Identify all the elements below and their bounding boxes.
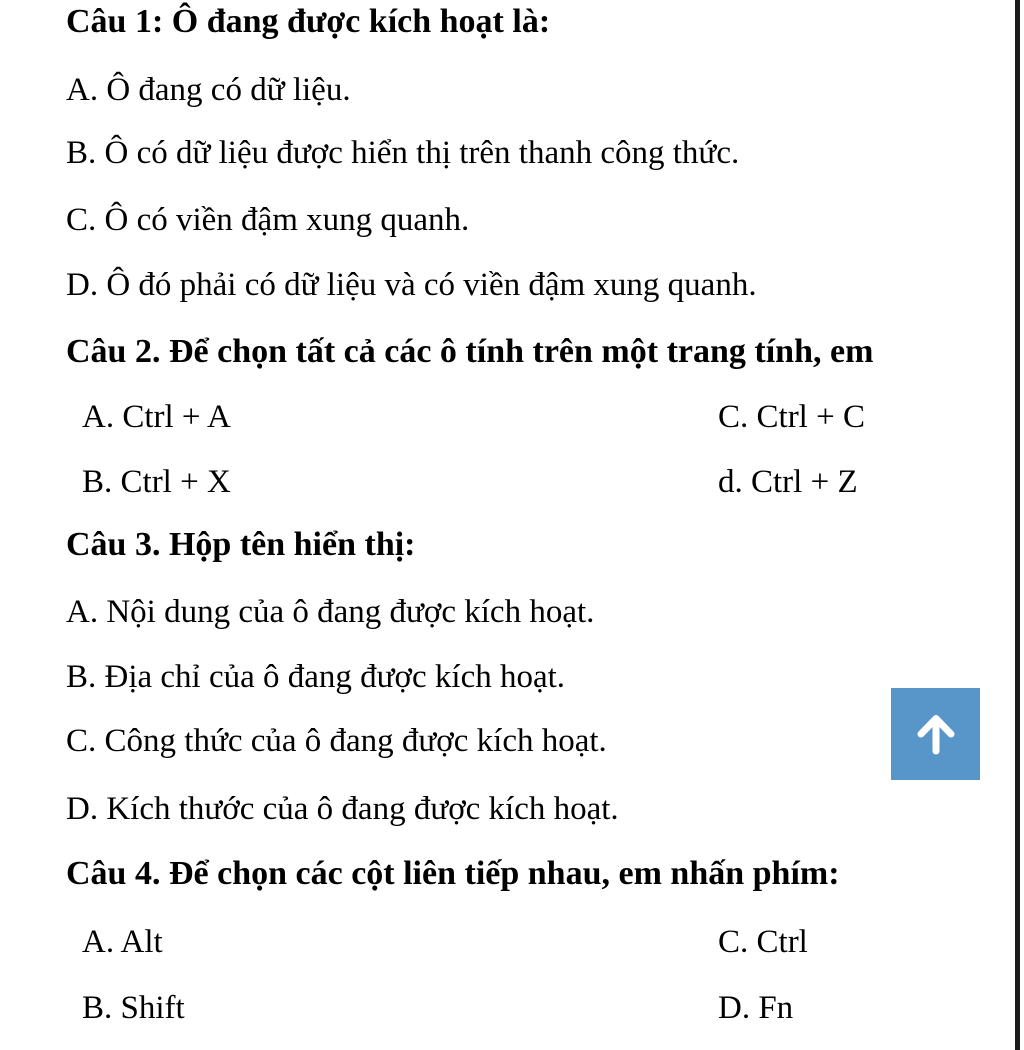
q3-option-a: A. Nội dung của ô đang được kích hoạt.	[66, 594, 595, 630]
q3-option-d: D. Kích thước của ô đang được kích hoạt.	[66, 791, 619, 827]
up-arrow-icon	[906, 703, 966, 765]
q1-option-d: D. Ô đó phải có dữ liệu và có viền đậm xung quanh.	[66, 267, 757, 303]
q4-option-d: D. Fn	[718, 990, 794, 1026]
page-edge-line	[1015, 0, 1020, 1050]
q1-option-b: B. Ô có dữ liệu được hiển thị trên thanh công thức.	[66, 135, 740, 171]
scroll-to-top-button[interactable]	[891, 688, 980, 780]
q4-option-c: C. Ctrl	[718, 924, 808, 960]
q1-option-a: A. Ô đang có dữ liệu.	[66, 72, 351, 108]
q4-option-a: A. Alt	[82, 924, 163, 960]
q3-option-b: B. Địa chỉ của ô đang được kích hoạt.	[66, 659, 566, 695]
q4-option-b: B. Shift	[82, 990, 185, 1026]
q2-option-c: C. Ctrl + C	[718, 399, 865, 435]
q2-option-b: B. Ctrl + X	[82, 464, 231, 500]
question-4-title: Câu 4. Để chọn các cột liên tiếp nhau, em nhấn phím:	[66, 855, 840, 892]
question-1-title: Câu 1: Ô đang được kích hoạt là:	[66, 3, 551, 40]
question-3-title: Câu 3. Hộp tên hiển thị:	[66, 526, 416, 563]
q2-option-d: d. Ctrl + Z	[718, 464, 858, 500]
q2-option-a: A. Ctrl + A	[82, 399, 231, 435]
q1-option-c: C. Ô có viền đậm xung quanh.	[66, 202, 470, 238]
q3-option-c: C. Công thức của ô đang được kích hoạt.	[66, 723, 607, 759]
question-2-title: Câu 2. Để chọn tất cả các ô tính trên một trang tính, em	[66, 333, 874, 370]
